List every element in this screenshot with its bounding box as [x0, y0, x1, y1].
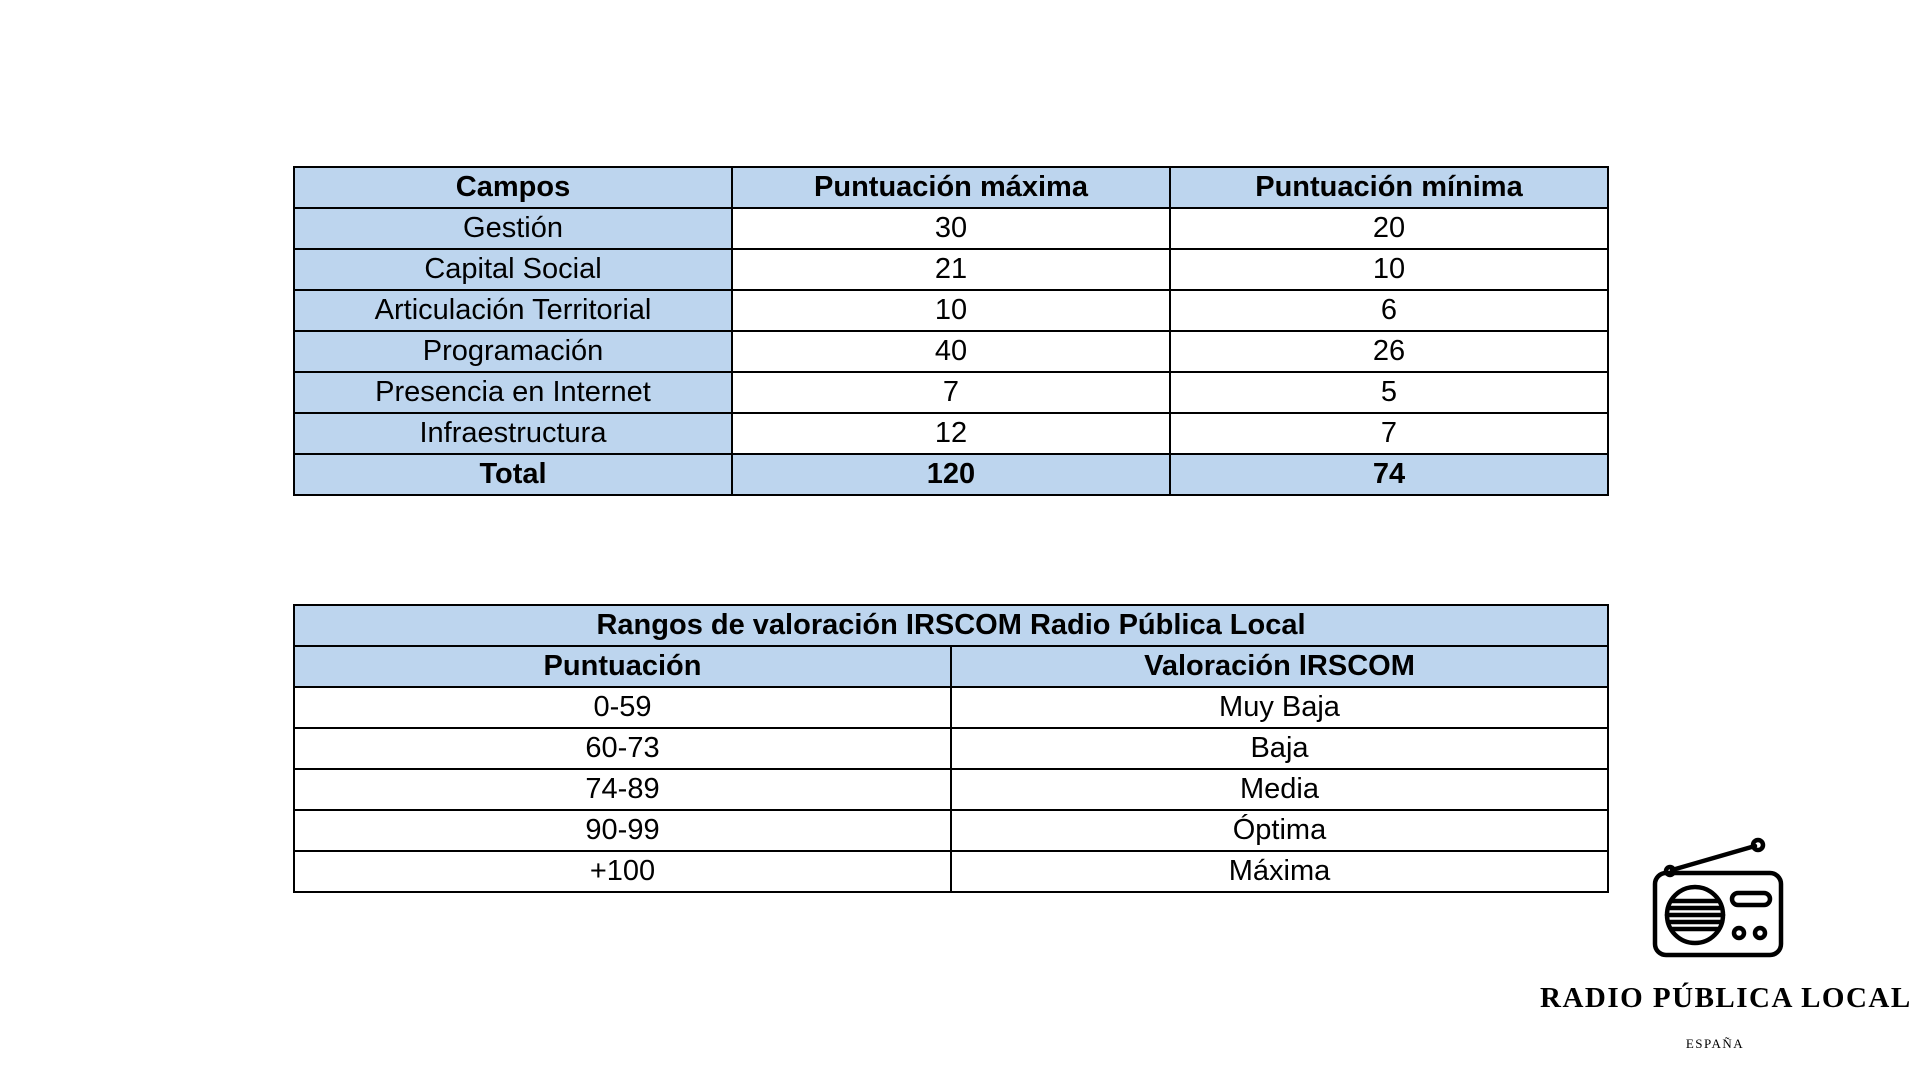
campo-cell: Presencia en Internet: [294, 372, 732, 413]
campo-cell: Capital Social: [294, 249, 732, 290]
puntuacion-cell: 0-59: [294, 687, 951, 728]
max-cell: 40: [732, 331, 1170, 372]
max-cell: 21: [732, 249, 1170, 290]
radio-icon: [1650, 836, 1785, 960]
table-header-row: [294, 646, 1608, 687]
puntuacion-cell: 60-73: [294, 728, 951, 769]
puntuacion-cell: +100: [294, 851, 951, 892]
table-row: [294, 810, 1608, 851]
campo-cell: Gestión: [294, 208, 732, 249]
table-row: [294, 728, 1608, 769]
table-row: [294, 208, 1608, 249]
table-row: [294, 249, 1608, 290]
campo-cell: Infraestructura: [294, 413, 732, 454]
table-header-row: [294, 167, 1608, 208]
puntuacion-cell: 90-99: [294, 810, 951, 851]
header-puntuacion: Puntuación: [294, 646, 951, 687]
max-cell: 12: [732, 413, 1170, 454]
header-campos: Campos: [294, 167, 732, 208]
ranges-table: [293, 604, 1609, 893]
table-row: [294, 331, 1608, 372]
scores-table: [293, 166, 1609, 496]
min-cell: 5: [1170, 372, 1608, 413]
table-row: [294, 687, 1608, 728]
valoracion-cell: Máxima: [951, 851, 1608, 892]
max-cell: 30: [732, 208, 1170, 249]
total-label: Total: [294, 454, 732, 495]
max-cell: 7: [732, 372, 1170, 413]
valoracion-cell: Baja: [951, 728, 1608, 769]
table-row: [294, 413, 1608, 454]
total-min: 74: [1170, 454, 1608, 495]
table-row: [294, 851, 1608, 892]
header-valoracion: Valoración IRSCOM: [951, 646, 1608, 687]
header-puntuacion-maxima: Puntuación máxima: [732, 167, 1170, 208]
total-max: 120: [732, 454, 1170, 495]
ranges-title: Rangos de valoración IRSCOM Radio Pública Local: [294, 605, 1608, 646]
min-cell: 7: [1170, 413, 1608, 454]
campo-cell: Programación: [294, 331, 732, 372]
table-row: [294, 769, 1608, 810]
puntuacion-cell: 74-89: [294, 769, 951, 810]
total-row: [294, 454, 1608, 495]
min-cell: 10: [1170, 249, 1608, 290]
valoracion-cell: Muy Baja: [951, 687, 1608, 728]
min-cell: 20: [1170, 208, 1608, 249]
header-puntuacion-minima: Puntuación mínima: [1170, 167, 1608, 208]
min-cell: 26: [1170, 331, 1608, 372]
min-cell: 6: [1170, 290, 1608, 331]
table-title-row: [294, 605, 1608, 646]
logo-title: RADIO PÚBLICA LOCAL: [1540, 982, 1912, 1014]
table-row: [294, 372, 1608, 413]
logo-subtitle: ESPAÑA: [1685, 1036, 1745, 1051]
valoracion-cell: Óptima: [951, 810, 1608, 851]
valoracion-cell: Media: [951, 769, 1608, 810]
radio-publica-local-logo: [1540, 836, 1912, 1066]
table-row: [294, 290, 1608, 331]
max-cell: 10: [732, 290, 1170, 331]
campo-cell: Articulación Territorial: [294, 290, 732, 331]
